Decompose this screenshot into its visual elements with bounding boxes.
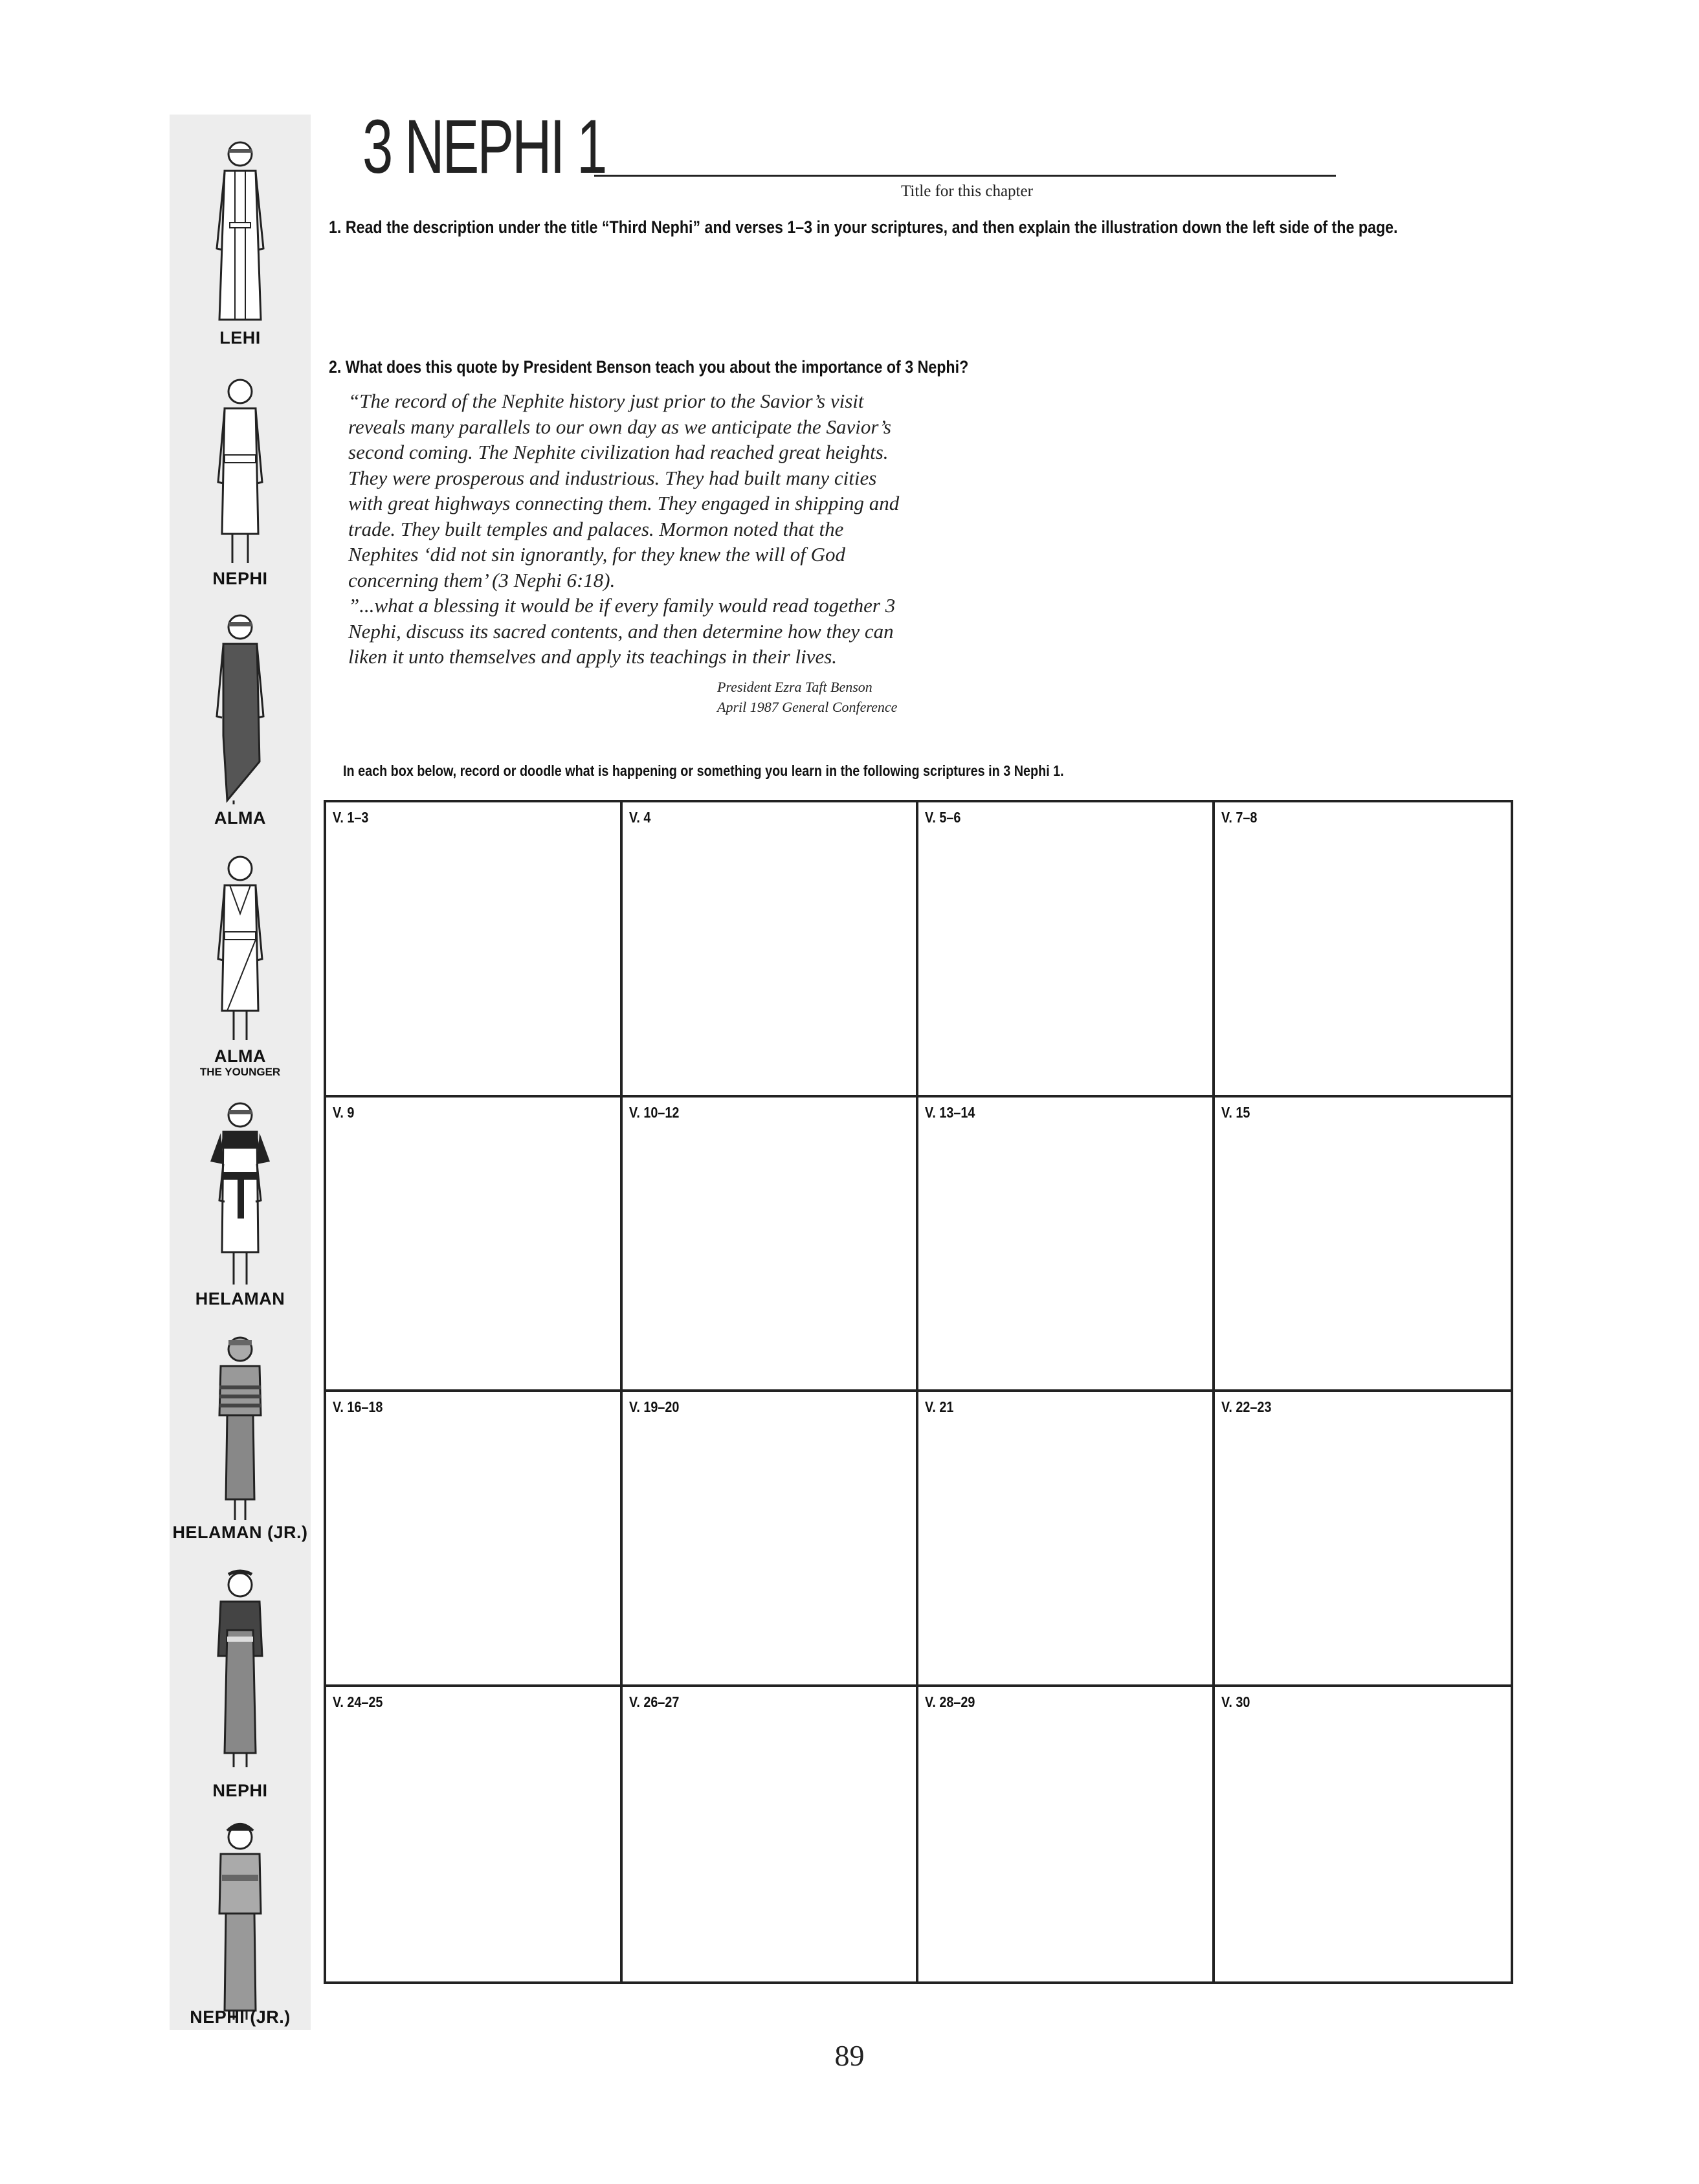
- benson-quote: [348, 388, 931, 670]
- lehi-figure-icon: [201, 132, 279, 346]
- nephi-figure: [170, 372, 311, 569]
- quote-line: reveals many parallels to our own day as we anticipate the Savior’s: [348, 415, 891, 438]
- verse-box[interactable]: [1215, 1687, 1511, 1982]
- quote-line: Nephi, discuss its sacred contents, and then determine how they can: [348, 619, 894, 643]
- nephi-jr-figure: [170, 1816, 311, 2024]
- verse-label: V. 19–20: [628, 1398, 679, 1415]
- verse-box[interactable]: [1215, 1098, 1511, 1393]
- quote-line: second coming. The Nephite civilization had reached great heights.: [348, 441, 889, 463]
- grid-instruction: In each box below, record or doodle what is happening or something you learn in the following scriptures in 3 Nephi 1.: [343, 762, 1064, 779]
- quote-line: ”...what a blessing it would be if every family would read together 3: [348, 594, 896, 617]
- verse-label: V. 28–29: [925, 1693, 975, 1710]
- verse-label: V. 30: [1221, 1693, 1250, 1710]
- verse-box[interactable]: [1215, 802, 1511, 1098]
- figure-label: HELAMAN: [195, 1289, 285, 1308]
- quote-line: Nephites ‘did not sin ignorantly, for they knew the will of God: [348, 543, 846, 566]
- quote-line: They were prosperous and industrious. They had built many cities: [348, 466, 877, 489]
- verse-label: V. 22–23: [1221, 1398, 1271, 1415]
- verse-label: V. 4: [628, 809, 650, 826]
- verse-label: V. 5–6: [925, 809, 961, 826]
- verse-box[interactable]: [623, 1392, 919, 1687]
- nephi-figure-icon: [201, 372, 279, 569]
- quote-line: liken it unto themselves and apply its teachings in their lives.: [348, 645, 838, 668]
- question-1: 1. Read the description under the title “Third Nephi” and verses 1–3 in your scriptures, and then explain the illustration down the left side of the page.: [329, 217, 1398, 237]
- helaman-figure: [170, 1097, 311, 1291]
- title-answer-line[interactable]: [594, 175, 1336, 177]
- verse-grid: [324, 800, 1513, 1984]
- alma-figure-icon: [201, 606, 279, 807]
- verse-box[interactable]: [326, 802, 623, 1098]
- figure-label: NEPHI (JR.): [190, 2007, 291, 2027]
- verse-label: V. 13–14: [925, 1103, 975, 1121]
- verse-label: V. 26–27: [628, 1693, 679, 1710]
- figure-sublabel: THE YOUNGER: [199, 1066, 281, 1078]
- verse-box[interactable]: [326, 1392, 623, 1687]
- figure-label: HELAMAN (JR.): [172, 1523, 308, 1542]
- verse-box[interactable]: [1215, 1392, 1511, 1687]
- lehi-figure: [170, 132, 311, 346]
- alma-younger-figure-icon: [201, 849, 279, 1046]
- helaman-jr-figure-icon: [201, 1331, 279, 1525]
- verse-label: V. 24–25: [333, 1693, 383, 1710]
- verse-box[interactable]: [326, 1098, 623, 1393]
- verse-box[interactable]: [918, 1392, 1215, 1687]
- prophet-sidebar: [170, 115, 311, 2030]
- question-2: 2. What does this quote by President Benson teach you about the importance of 3 Nephi?: [329, 357, 969, 377]
- verse-label: V. 15: [1221, 1103, 1250, 1121]
- title-caption: Title for this chapter: [901, 182, 1033, 200]
- quote-attribution: [717, 677, 897, 717]
- figure-label: ALMA: [214, 1046, 266, 1066]
- nephi-son-figure: [170, 1565, 311, 1772]
- verse-label: V. 7–8: [1221, 809, 1257, 826]
- helaman-figure-icon: [201, 1097, 279, 1291]
- quote-line: trade. They built temples and palaces. Mormon noted that the: [348, 517, 844, 540]
- verse-box[interactable]: [326, 1687, 623, 1982]
- verse-box[interactable]: [918, 1098, 1215, 1393]
- attribution-source: April 1987 General Conference: [717, 699, 898, 715]
- nephi-son-figure-icon: [201, 1565, 279, 1772]
- verse-box[interactable]: [918, 802, 1215, 1098]
- figure-label: ALMA: [214, 808, 266, 828]
- verse-label: V. 16–18: [333, 1398, 383, 1415]
- chapter-title: 3 NEPHI 1: [362, 104, 606, 190]
- verse-box[interactable]: [623, 1098, 919, 1393]
- page-number: 89: [834, 2039, 865, 2072]
- alma-younger-figure: [170, 849, 311, 1046]
- verse-label: V. 21: [925, 1398, 954, 1415]
- verse-box[interactable]: [623, 1687, 919, 1982]
- figure-label: LEHI: [219, 328, 261, 347]
- verse-label: V. 1–3: [333, 809, 369, 826]
- quote-line: with great highways connecting them. They engaged in shipping and: [348, 492, 900, 514]
- nephi-jr-figure-icon: [201, 1816, 279, 2024]
- figure-label: NEPHI: [212, 569, 268, 588]
- quote-line: “The record of the Nephite history just prior to the Savior’s visit: [348, 390, 864, 412]
- verse-box[interactable]: [918, 1687, 1215, 1982]
- helaman-jr-figure: [170, 1331, 311, 1525]
- quote-line: concerning them’ (3 Nephi 6:18).: [348, 568, 616, 591]
- verse-label: V. 10–12: [628, 1103, 679, 1121]
- alma-figure: [170, 606, 311, 807]
- figure-label: NEPHI: [212, 1781, 268, 1800]
- verse-box[interactable]: [623, 802, 919, 1098]
- verse-label: V. 9: [333, 1103, 355, 1121]
- attribution-name: President Ezra Taft Benson: [717, 679, 872, 695]
